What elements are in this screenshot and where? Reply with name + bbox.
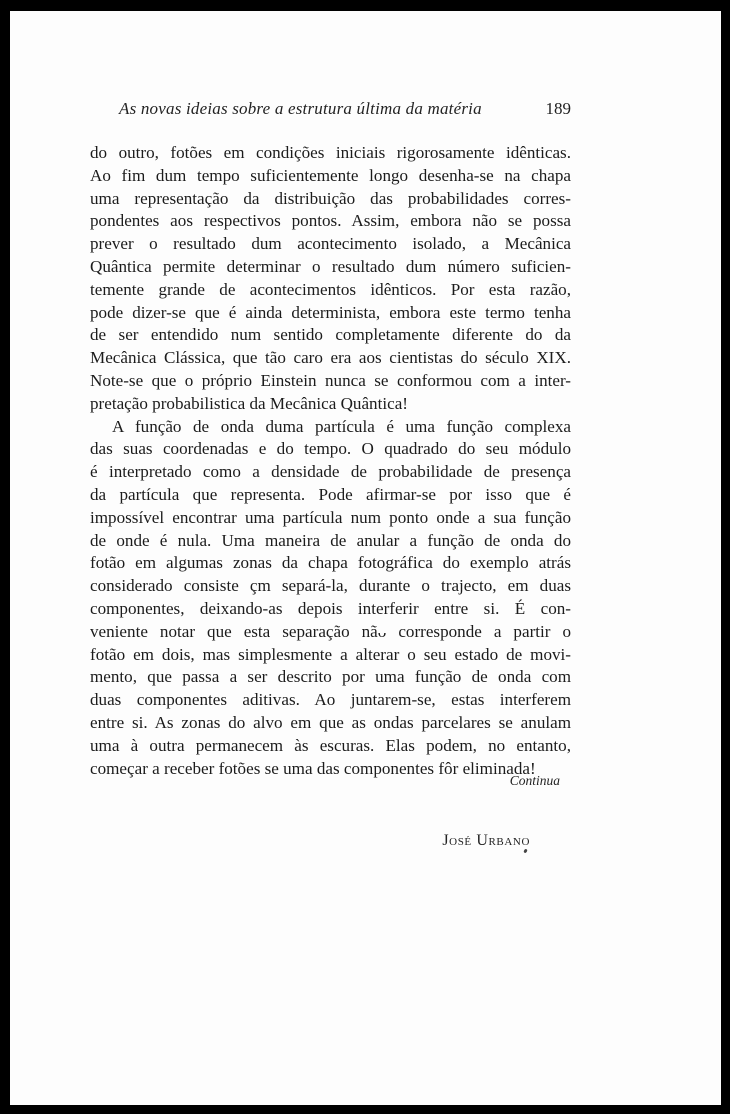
text-line: Mecânica Clássica, que tão caro era aos cientistas do século XIX. [90, 348, 571, 368]
text-line: mento, que passa a ser descrito por uma função de onda com [90, 667, 571, 687]
text-line: Quântica permite determinar o resultado dum número suficien- [90, 256, 571, 276]
ink-speck [523, 849, 528, 854]
author-signature: José Urbano [442, 832, 530, 849]
text-line: considerado consiste çm separá-la, durante o trajecto, em duas [90, 576, 571, 596]
text-line: impossível encontrar uma partícula num ponto onde a sua função [90, 507, 571, 527]
text-line: pondentes aos respectivos pontos. Assim, embora não se possa [90, 211, 571, 231]
text-line: fotão em dois, mas simplesmente a alterar o seu estado de movi- [90, 644, 571, 664]
text-line: veniente notar que esta separação nãᴗ corresponde a partir o [90, 621, 571, 641]
text-line: prever o resultado dum acontecimento isolado, a Mecânica [90, 234, 571, 254]
text-line: temente grande de acontecimentos idênticos. Por esta razão, [90, 279, 571, 299]
text-line: da partícula que representa. Pode afirmar-se por isso que é [90, 484, 571, 504]
text-line: Ao fim dum tempo suficientemente longo desenha-se na chapa [90, 165, 571, 185]
text-line: pretação probabilistica da Mecânica Quântica! [90, 393, 408, 413]
page-number: 189 [545, 99, 571, 118]
running-title: As novas ideias sobre a estrutura última da matéria [119, 99, 482, 118]
paragraph-2 [90, 416, 571, 781]
text-line: fotão em algumas zonas da chapa fotográfica do exemplo atrás [90, 553, 571, 573]
body-text [90, 142, 571, 780]
text-line: uma representação da distribuição das probabilidades corres- [90, 188, 571, 208]
book-page [10, 11, 721, 1105]
text-line: é interpretado como a densidade de probabilidade de presença [90, 462, 571, 482]
text-line: pode dizer-se que é ainda determinista, embora este termo tenha [90, 302, 571, 322]
paragraph-1 [90, 142, 571, 416]
text-line: das suas coordenadas e do tempo. O quadrado do seu módulo [90, 439, 571, 459]
text-line: componentes, deixando-as depois interferir entre si. É con- [90, 598, 571, 618]
text-line: do outro, fotões em condições iniciais rigorosamente idênticas. [90, 143, 571, 162]
text-line: A função de onda duma partícula é uma função complexa [112, 416, 571, 436]
text-line: duas componentes aditivas. Ao juntarem-se, estas interferem [90, 690, 571, 710]
text-line: uma à outra permanecem às escuras. Elas podem, no entanto, [90, 735, 571, 755]
text-line: começar a receber fotões se uma das componentes fôr eliminada! [90, 758, 536, 778]
text-line: de onde é nula. Uma maneira de anular a função de onda do [90, 530, 571, 550]
text-line: entre si. As zonas do alvo em que as ondas parcelares se anulam [90, 712, 571, 732]
text-line: de ser entendido num sentido completamente diferente do da [90, 325, 571, 345]
text-line: Note-se que o próprio Einstein nunca se conformou com a inter- [90, 370, 571, 390]
continua-note: Continua [509, 773, 560, 788]
